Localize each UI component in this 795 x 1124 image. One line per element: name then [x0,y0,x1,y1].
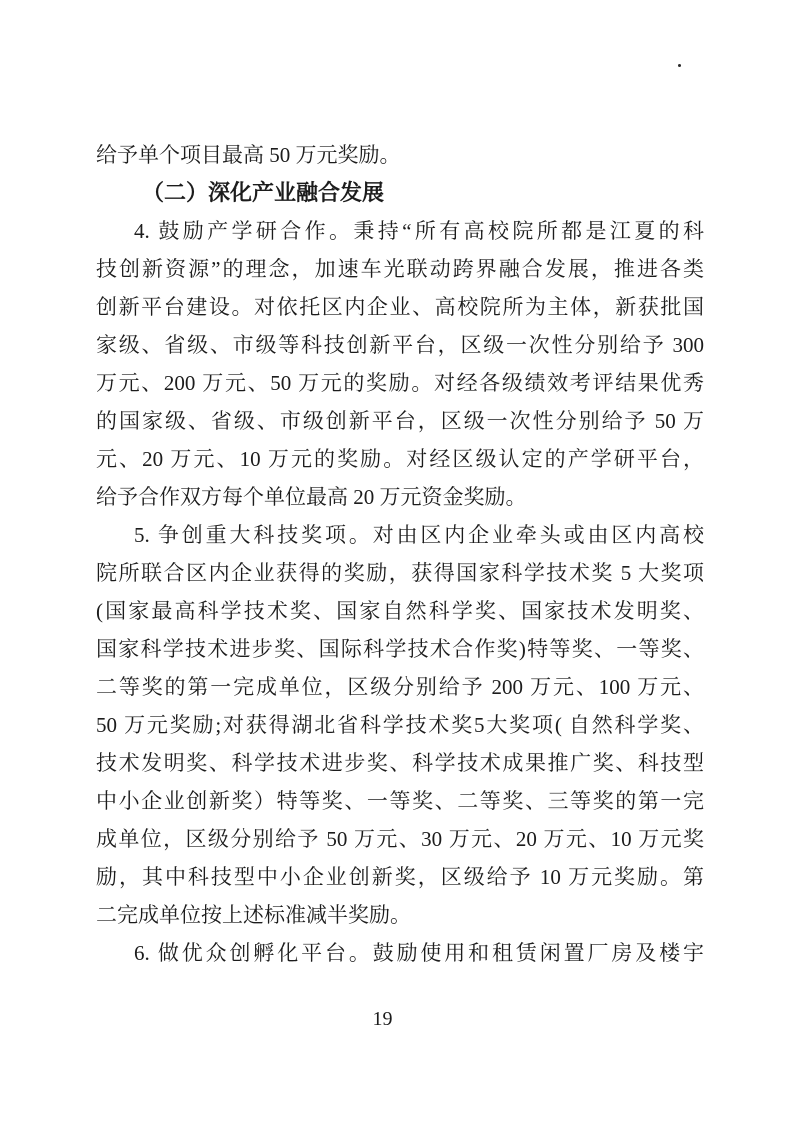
document-line: 家级、省级、市级等科技创新平台，区级一次性分别给予 300 [96,333,704,357]
document-line: 4. 鼓励产学研合作。秉持“所有高校院所都是江夏的科 [134,219,704,243]
document-line: (国家最高科学技术奖、国家自然科学奖、国家技术发明奖、 [96,599,704,623]
document-line: 的国家级、省级、市级创新平台，区级一次性分别给予 50 万 [96,409,704,433]
document-line: 5. 争创重大科技奖项。对由区内企业牵头或由区内高校 [134,523,704,547]
document-line: 励，其中科技型中小企业创新奖，区级给予 10 万元奖励。第 [96,865,704,889]
section-heading: （二）深化产业融合发展 [142,180,385,205]
document-line: 元、20 万元、10 万元的奖励。对经区级认定的产学研平台， [96,447,704,471]
document-body [96,136,704,972]
document-line: 给予单个项目最高 50 万元奖励。 [96,143,401,167]
document-line: 6. 做优众创孵化平台。鼓励使用和租赁闲置厂房及楼宇 [134,941,704,965]
document-line: 中小企业创新奖）特等奖、一等奖、二等奖、三等奖的第一完 [96,789,704,813]
document-line: 万元、200 万元、50 万元的奖励。对经各级绩效考评结果优秀 [96,371,704,395]
document-line: 技术发明奖、科学技术进步奖、科学技术成果推广奖、科技型 [96,751,704,775]
document-line: 技创新资源”的理念，加速车光联动跨界融合发展，推进各类 [96,257,704,281]
scan-artifact-dot [678,64,681,67]
document-line: 创新平台建设。对依托区内企业、高校院所为主体，新获批国 [96,295,704,319]
document-line: 二完成单位按上述标准减半奖励。 [96,903,411,927]
page-number: 19 [372,1008,393,1030]
document-line: 50 万元奖励;对获得湖北省科学技术奖5大奖项( 自然科学奖、 [96,713,704,737]
document-line: 给予合作双方每个单位最高 20 万元资金奖励。 [96,485,527,509]
document-line: 成单位，区级分别给予 50 万元、30 万元、20 万元、10 万元奖 [96,827,704,851]
document-line: 二等奖的第一完成单位，区级分别给予 200 万元、100 万元、 [96,675,704,699]
document-line: 国家科学技术进步奖、国际科学技术合作奖)特等奖、一等奖、 [96,637,704,661]
document-line: 院所联合区内企业获得的奖励，获得国家科学技术奖 5 大奖项 [96,561,704,585]
